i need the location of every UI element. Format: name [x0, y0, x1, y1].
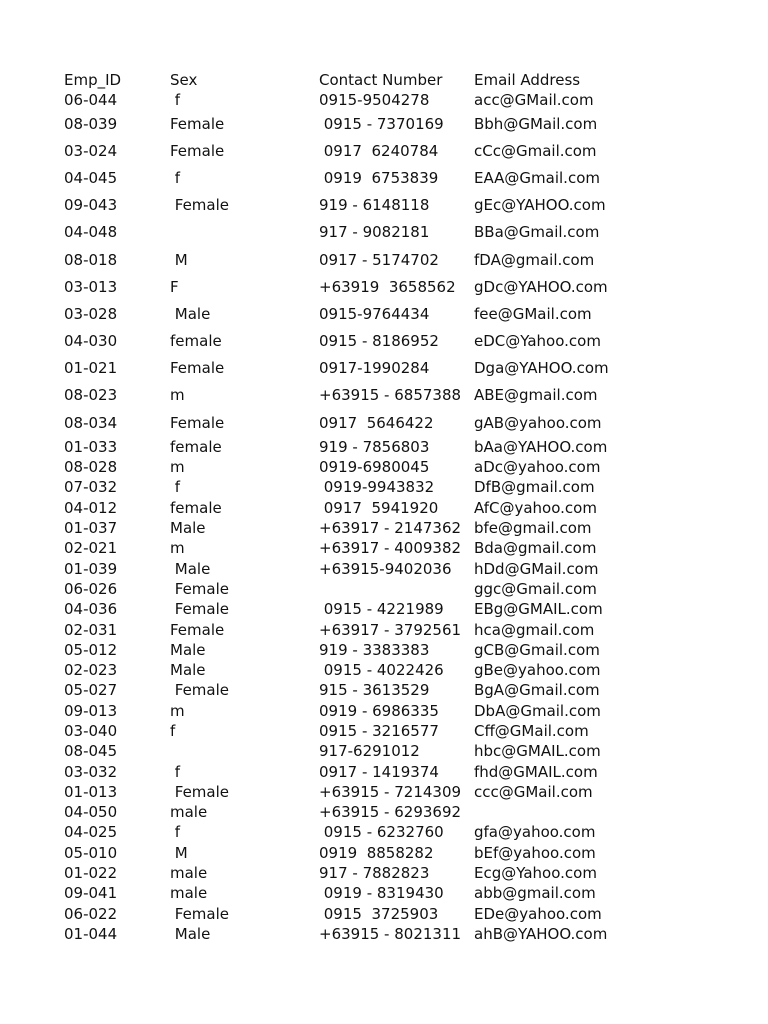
contact-number-cell: 0917 6240784: [319, 141, 439, 160]
email-address-cell: gCB@Gmail.com: [474, 640, 600, 659]
table-row: [64, 477, 744, 497]
sex-cell: m: [170, 386, 185, 405]
contact-number-cell: +63915 - 8021311: [319, 924, 462, 943]
contact-number-cell: 0915 - 8186952: [319, 332, 439, 351]
contact-number-cell: +63917 - 2147362: [319, 519, 462, 538]
emp-id-cell: 03-013: [64, 277, 118, 296]
emp-id-cell: 08-018: [64, 250, 118, 269]
email-address-cell: Dga@YAHOO.com: [474, 359, 609, 378]
contact-number-cell: 0917-1990284: [319, 359, 430, 378]
contact-number-cell: 917 - 9082181: [319, 223, 430, 242]
sex-cell: M: [170, 250, 188, 269]
sex-cell: Female: [170, 681, 230, 700]
email-address-cell: gBe@yahoo.com: [474, 661, 601, 680]
emp-id-cell: 02-021: [64, 539, 118, 558]
emp-id-cell: 08-045: [64, 742, 118, 761]
contact-number-cell: 0915 - 7370169: [319, 114, 444, 133]
header-contact-number: Contact Number: [319, 71, 443, 89]
table-row: [64, 680, 744, 700]
sex-cell: M: [170, 843, 188, 862]
table-row: [64, 701, 744, 721]
sex-cell: Female: [170, 359, 225, 378]
emp-id-cell: 09-041: [64, 884, 118, 903]
sex-cell: f: [170, 823, 181, 842]
emp-id-cell: 04-050: [64, 803, 118, 822]
contact-number-cell: 0917 - 5174702: [319, 250, 439, 269]
email-address-cell: BBa@Gmail.com: [474, 223, 600, 242]
email-address-cell: bEf@yahoo.com: [474, 843, 596, 862]
email-address-cell: acc@GMail.com: [474, 91, 594, 110]
sex-cell: f: [170, 722, 176, 740]
email-address-cell: gfa@yahoo.com: [474, 823, 596, 842]
table-row: [64, 111, 744, 138]
emp-id-cell: 06-044: [64, 91, 118, 110]
contact-number-cell: 0915 - 6232760: [319, 823, 444, 842]
contact-number-cell: 0915 - 4221989: [319, 600, 444, 619]
contact-number-cell: 0919-6980045: [319, 458, 430, 477]
employee-table: [64, 70, 744, 944]
contact-number-cell: 0915 - 4022426: [319, 661, 444, 680]
email-address-cell: ABE@gmail.com: [474, 386, 598, 405]
email-address-cell: eDC@Yahoo.com: [474, 332, 601, 351]
sex-cell: Female: [170, 904, 230, 923]
contact-number-cell: 0919 6753839: [319, 168, 439, 187]
header-emp-id: Emp_ID: [64, 71, 122, 89]
emp-id-cell: 01-021: [64, 359, 118, 378]
table-body: [64, 90, 744, 944]
emp-id-cell: 08-039: [64, 114, 118, 133]
contact-number-cell: 917 - 7882823: [319, 864, 430, 883]
contact-number-cell: +63915 - 6857388: [319, 386, 462, 405]
email-address-cell: Cff@GMail.com: [474, 722, 589, 740]
email-address-cell: EAA@Gmail.com: [474, 168, 600, 187]
sex-cell: female: [170, 332, 222, 351]
emp-id-cell: 05-027: [64, 681, 118, 700]
emp-id-cell: 05-012: [64, 640, 118, 659]
contact-number-cell: 0919 - 8319430: [319, 884, 444, 903]
contact-number-cell: 0915 - 3216577: [319, 722, 439, 740]
table-row: [64, 741, 744, 761]
sex-cell: m: [170, 539, 185, 558]
table-row: [64, 165, 744, 192]
email-address-cell: fee@GMail.com: [474, 304, 592, 323]
contact-number-cell: 919 - 3383383: [319, 640, 430, 659]
table-row: [64, 883, 744, 903]
sex-cell: female: [170, 498, 222, 517]
email-address-cell: Bda@gmail.com: [474, 539, 597, 558]
header-email-address: Email Address: [474, 71, 581, 89]
sex-cell: Female: [170, 579, 230, 598]
contact-number-cell: 0919 - 6986335: [319, 701, 439, 720]
contact-number-cell: 0915-9764434: [319, 304, 430, 323]
email-address-cell: [474, 802, 674, 822]
emp-id-cell: 06-026: [64, 579, 118, 598]
sex-cell: male: [170, 864, 208, 883]
email-address-cell: gAB@yahoo.com: [474, 413, 602, 432]
email-address-cell: gDc@YAHOO.com: [474, 277, 608, 296]
sex-cell: male: [170, 803, 208, 822]
table-row: [64, 355, 744, 382]
sex-cell: Female: [170, 114, 225, 133]
sex-cell: Female: [170, 782, 230, 801]
emp-id-cell: 08-034: [64, 413, 118, 432]
email-address-cell: abb@gmail.com: [474, 884, 596, 903]
table-row: [64, 924, 744, 944]
table-row: [64, 382, 744, 409]
emp-id-cell: 05-010: [64, 843, 118, 862]
contact-number-cell: 917-6291012: [319, 742, 420, 761]
email-address-cell: AfC@yahoo.com: [474, 498, 597, 517]
emp-id-cell: 01-022: [64, 864, 118, 883]
contact-number-cell: [319, 579, 474, 599]
emp-id-cell: 08-028: [64, 458, 118, 477]
contact-number-cell: 0915-9504278: [319, 91, 430, 110]
emp-id-cell: 04-025: [64, 823, 118, 842]
sex-cell: Male: [170, 661, 206, 680]
email-address-cell: DbA@Gmail.com: [474, 701, 601, 720]
table-row: [64, 301, 744, 328]
table-row: [64, 863, 744, 883]
emp-id-cell: 01-033: [64, 437, 118, 456]
sex-cell: m: [170, 701, 185, 720]
email-address-cell: EBg@GMAIL.com: [474, 600, 603, 619]
header-sex: Sex: [170, 71, 198, 89]
table-row: [64, 802, 744, 822]
sex-cell: [170, 741, 319, 761]
email-address-cell: ahB@YAHOO.com: [474, 924, 608, 943]
emp-id-cell: 09-013: [64, 701, 118, 720]
sex-cell: Female: [170, 413, 225, 432]
contact-number-cell: 919 - 7856803: [319, 437, 430, 456]
emp-id-cell: 02-023: [64, 661, 118, 680]
email-address-cell: cCc@Gmail.com: [474, 141, 597, 160]
email-address-cell: hDd@GMail.com: [474, 559, 599, 578]
emp-id-cell: 01-013: [64, 782, 118, 801]
email-address-cell: bAa@YAHOO.com: [474, 437, 608, 456]
table-row: [64, 579, 744, 599]
table-row: [64, 782, 744, 802]
email-address-cell: ggc@Gmail.com: [474, 579, 597, 598]
sex-cell: f: [170, 762, 181, 781]
email-address-cell: DfB@gmail.com: [474, 478, 595, 497]
contact-number-cell: 919 - 6148118: [319, 196, 430, 215]
sex-cell: Female: [170, 600, 230, 619]
emp-id-cell: 03-028: [64, 304, 118, 323]
sex-cell: male: [170, 884, 208, 903]
table-row: [64, 192, 744, 219]
email-address-cell: EDe@yahoo.com: [474, 904, 602, 923]
emp-id-cell: 09-043: [64, 196, 118, 215]
emp-id-cell: 04-030: [64, 332, 118, 351]
emp-id-cell: 02-031: [64, 620, 118, 639]
contact-number-cell: +63915 - 6293692: [319, 803, 462, 822]
emp-id-cell: 04-045: [64, 168, 118, 187]
contact-number-cell: +63915 - 7214309: [319, 782, 462, 801]
table-row: [64, 620, 744, 640]
table-row: [64, 498, 744, 518]
table-row: [64, 457, 744, 477]
table-row: [64, 90, 744, 110]
emp-id-cell: 07-032: [64, 478, 118, 497]
table-row: [64, 660, 744, 680]
emp-id-cell: 03-024: [64, 141, 118, 160]
sex-cell: Male: [170, 640, 206, 659]
emp-id-cell: 01-037: [64, 519, 118, 538]
contact-number-cell: 915 - 3613529: [319, 681, 430, 700]
email-address-cell: hca@gmail.com: [474, 620, 595, 639]
emp-id-cell: 01-044: [64, 924, 118, 943]
emp-id-cell: 04-036: [64, 600, 118, 619]
emp-id-cell: 01-039: [64, 559, 118, 578]
email-address-cell: Ecg@Yahoo.com: [474, 864, 597, 883]
table-row: [64, 599, 744, 619]
contact-number-cell: 0917 5646422: [319, 413, 434, 432]
sex-cell: Male: [170, 559, 211, 578]
sex-cell: female: [170, 437, 222, 456]
table-row: [64, 518, 744, 538]
sex-cell: Male: [170, 519, 206, 538]
email-address-cell: BgA@Gmail.com: [474, 681, 600, 700]
email-address-cell: aDc@yahoo.com: [474, 458, 601, 477]
sex-cell: Female: [170, 141, 225, 160]
sex-cell: f: [170, 478, 181, 497]
table-row: [64, 274, 744, 301]
table-row: [64, 219, 744, 246]
emp-id-cell: 03-040: [64, 722, 118, 740]
sex-cell: m: [170, 458, 185, 477]
contact-number-cell: +63915-9402036: [319, 559, 452, 578]
table-row: [64, 538, 744, 558]
table-row: [64, 437, 744, 457]
contact-number-cell: 0919-9943832: [319, 478, 435, 497]
email-address-cell: fDA@gmail.com: [474, 250, 595, 269]
sex-cell: Female: [170, 196, 230, 215]
table-row: [64, 328, 744, 355]
contact-number-cell: 0915 3725903: [319, 904, 439, 923]
sex-cell: F: [170, 277, 179, 296]
table-row: [64, 843, 744, 863]
email-address-cell: ccc@GMail.com: [474, 782, 593, 801]
contact-number-cell: +63917 - 3792561: [319, 620, 462, 639]
contact-number-cell: +63917 - 4009382: [319, 539, 462, 558]
sex-cell: f: [170, 91, 181, 110]
table-header-row: [64, 70, 744, 90]
emp-id-cell: 03-032: [64, 762, 118, 781]
email-address-cell: Bbh@GMail.com: [474, 114, 598, 133]
sex-cell: Female: [170, 620, 225, 639]
sex-cell: f: [170, 168, 181, 187]
sex-cell: Male: [170, 924, 211, 943]
emp-id-cell: 08-023: [64, 386, 118, 405]
emp-id-cell: 04-048: [64, 223, 118, 242]
email-address-cell: hbc@GMAIL.com: [474, 742, 601, 761]
sex-cell: Male: [170, 304, 211, 323]
contact-number-cell: 0917 - 1419374: [319, 762, 439, 781]
table-row: [64, 138, 744, 165]
contact-number-cell: 0917 5941920: [319, 498, 439, 517]
sex-cell: [170, 219, 319, 246]
table-row: [64, 640, 744, 660]
table-row: [64, 559, 744, 579]
emp-id-cell: 06-022: [64, 904, 118, 923]
table-row: [64, 822, 744, 842]
emp-id-cell: 04-012: [64, 498, 118, 517]
table-row: [64, 762, 744, 782]
contact-number-cell: +63919 3658562: [319, 277, 456, 296]
email-address-cell: bfe@gmail.com: [474, 519, 592, 538]
email-address-cell: gEc@YAHOO.com: [474, 196, 606, 215]
table-row: [64, 904, 744, 924]
table-row: [64, 721, 744, 741]
email-address-cell: fhd@GMAIL.com: [474, 762, 598, 781]
table-row: [64, 247, 744, 274]
table-row: [64, 410, 744, 437]
contact-number-cell: 0919 8858282: [319, 843, 434, 862]
